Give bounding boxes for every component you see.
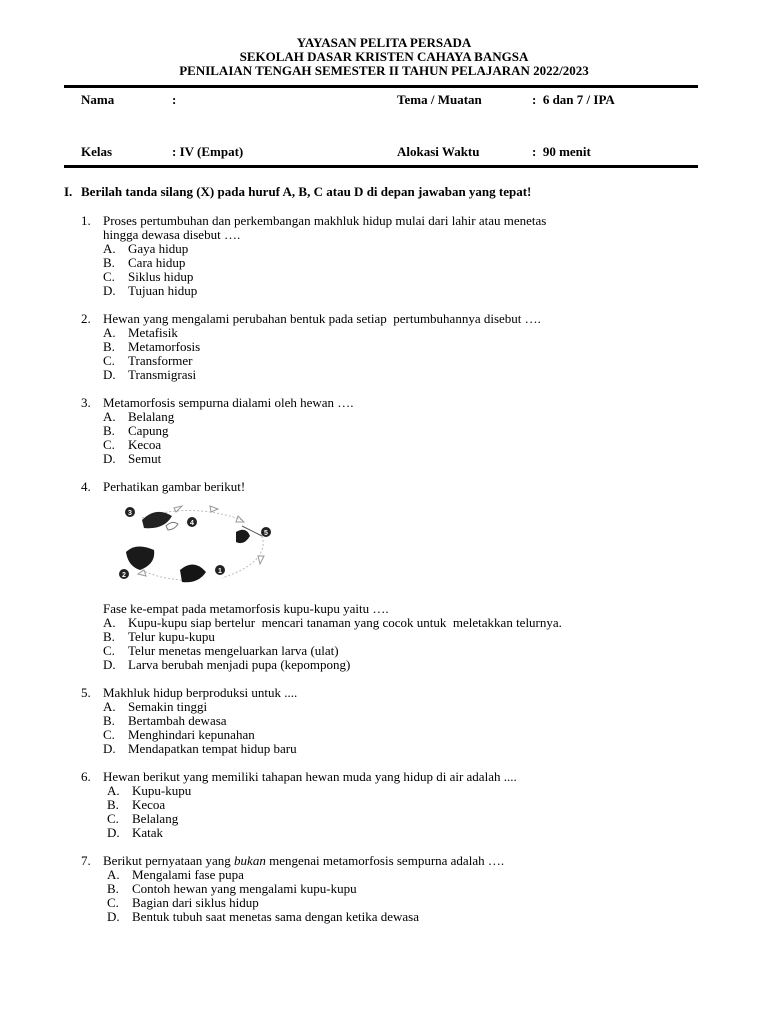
stage-label-4: 4 — [190, 520, 194, 527]
question-text: Metamorfosis sempurna dialami oleh hewan …. — [103, 395, 354, 410]
tema-label: Tema / Muatan — [397, 92, 482, 107]
arrow-head-icon — [210, 506, 218, 512]
question-2 — [81, 312, 691, 382]
stage-label-1: 1 — [218, 568, 222, 575]
caterpillar-icon — [126, 546, 154, 570]
emphasis-bukan: bukan — [234, 853, 266, 868]
stage-label-3: 3 — [128, 510, 132, 517]
question-4 — [81, 480, 691, 494]
option-c[interactable]: C. Kecoa — [103, 437, 162, 452]
option-a[interactable]: A. Kupu-kupu — [107, 783, 192, 798]
option-c[interactable]: C. Menghindari kepunahan — [103, 727, 255, 742]
arrow-head-icon — [258, 556, 264, 564]
arrow-head-icon — [138, 570, 146, 576]
waktu-label: Alokasi Waktu — [397, 144, 480, 159]
tema-value: : 6 dan 7 / IPA — [532, 92, 615, 107]
section-number: I. — [64, 184, 73, 199]
question-text: Proses pertumbuhan dan perkembangan makhluk hidup mulai dari lahir atau menetas — [103, 213, 547, 228]
question-text: Makhluk hidup berproduksi untuk .... — [103, 685, 298, 700]
option-b[interactable]: B. Telur kupu-kupu — [103, 629, 215, 644]
exam-title: PENILAIAN TENGAH SEMESTER II TAHUN PELAJARAN 2022/2023 — [179, 63, 589, 78]
option-c[interactable]: C. Transformer — [103, 353, 193, 368]
header-divider-top — [64, 85, 698, 88]
question-number: 2. — [81, 311, 91, 326]
option-a[interactable]: A. Mengalami fase pupa — [107, 867, 244, 882]
question-text-continued: hingga dewasa disebut …. — [103, 227, 241, 242]
instruction-text: Berilah tanda silang (X) pada huruf A, B, C atau D di depan jawaban yang tepat! — [81, 184, 532, 199]
option-c[interactable]: C. Bagian dari siklus hidup — [107, 895, 259, 910]
option-d[interactable]: D. Larva berubah menjadi pupa (kepompong) — [103, 657, 351, 672]
option-d[interactable]: D. Katak — [107, 825, 164, 840]
small-leaf-icon — [166, 522, 178, 530]
foundation-name: YAYASAN PELITA PERSADA — [296, 35, 472, 50]
question-3 — [81, 396, 691, 466]
question-text: Fase ke-empat pada metamorfosis kupu-kupu yaitu …. — [103, 601, 389, 616]
option-b[interactable]: B. Cara hidup — [103, 255, 186, 270]
question-number: 5. — [81, 685, 91, 700]
pupa-icon — [180, 564, 206, 582]
waktu-value: : 90 menit — [532, 144, 591, 159]
kelas-value: : IV (Empat) — [172, 144, 244, 159]
option-c[interactable]: C. Siklus hidup — [103, 269, 194, 284]
question-number: 4. — [81, 479, 91, 494]
question-4-body — [81, 602, 691, 672]
butterfly-life-cycle-figure — [112, 500, 280, 588]
option-b[interactable]: B. Metamorfosis — [103, 339, 201, 354]
option-d[interactable]: D. Tujuan hidup — [103, 283, 198, 298]
question-number: 7. — [81, 853, 91, 868]
leaf-with-eggs-icon — [142, 512, 172, 528]
option-b[interactable]: B. Bertambah dewasa — [103, 713, 227, 728]
nama-label: Nama — [81, 92, 115, 107]
school-name: SEKOLAH DASAR KRISTEN CAHAYA BANGSA — [239, 49, 529, 64]
question-number: 6. — [81, 769, 91, 784]
question-text: Perhatikan gambar berikut! — [103, 479, 246, 494]
option-a[interactable]: A. Metafisik — [103, 325, 178, 340]
option-b[interactable]: B. Capung — [103, 423, 169, 438]
option-d[interactable]: D. Semut — [103, 451, 162, 466]
arrow-head-icon — [236, 516, 244, 522]
option-a[interactable]: A. Belalang — [103, 409, 175, 424]
question-number: 1. — [81, 213, 91, 228]
option-a[interactable]: A. Kupu-kupu siap bertelur mencari tanaman yang cocok untuk meletakkan telurnya. — [103, 615, 562, 630]
question-text: Hewan yang mengalami perubahan bentuk pada setiap pertumbuhannya disebut …. — [103, 311, 541, 326]
option-b[interactable]: B. Kecoa — [107, 797, 166, 812]
nama-field[interactable]: : — [172, 92, 177, 107]
option-d[interactable]: D. Bentuk tubuh saat menetas sama dengan ketika dewasa — [107, 909, 419, 924]
school-header — [0, 36, 768, 78]
kelas-label: Kelas — [81, 144, 113, 159]
option-c[interactable]: C. Belalang — [107, 811, 179, 826]
question-text: Berikut pernyataan yang bukan mengenai metamorfosis sempurna adalah …. — [103, 853, 505, 868]
option-a[interactable]: A. Gaya hidup — [103, 241, 189, 256]
stage-label-5: 5 — [264, 530, 268, 537]
question-5 — [81, 686, 691, 756]
question-7 — [81, 854, 691, 924]
butterfly-icon — [236, 530, 250, 543]
question-1 — [81, 214, 691, 298]
option-d[interactable]: D. Transmigrasi — [103, 367, 197, 382]
header-divider-bottom — [64, 165, 698, 168]
option-d[interactable]: D. Mendapatkan tempat hidup baru — [103, 741, 297, 756]
option-c[interactable]: C. Telur menetas mengeluarkan larva (ulat) — [103, 643, 339, 658]
question-text: Hewan berikut yang memiliki tahapan hewan muda yang hidup di air adalah .... — [103, 769, 517, 784]
section-instruction — [64, 184, 531, 200]
stage-label-2: 2 — [122, 572, 126, 579]
option-a[interactable]: A. Semakin tinggi — [103, 699, 208, 714]
question-number: 3. — [81, 395, 91, 410]
option-b[interactable]: B. Contoh hewan yang mengalami kupu-kupu — [107, 881, 357, 896]
question-6 — [81, 770, 691, 840]
